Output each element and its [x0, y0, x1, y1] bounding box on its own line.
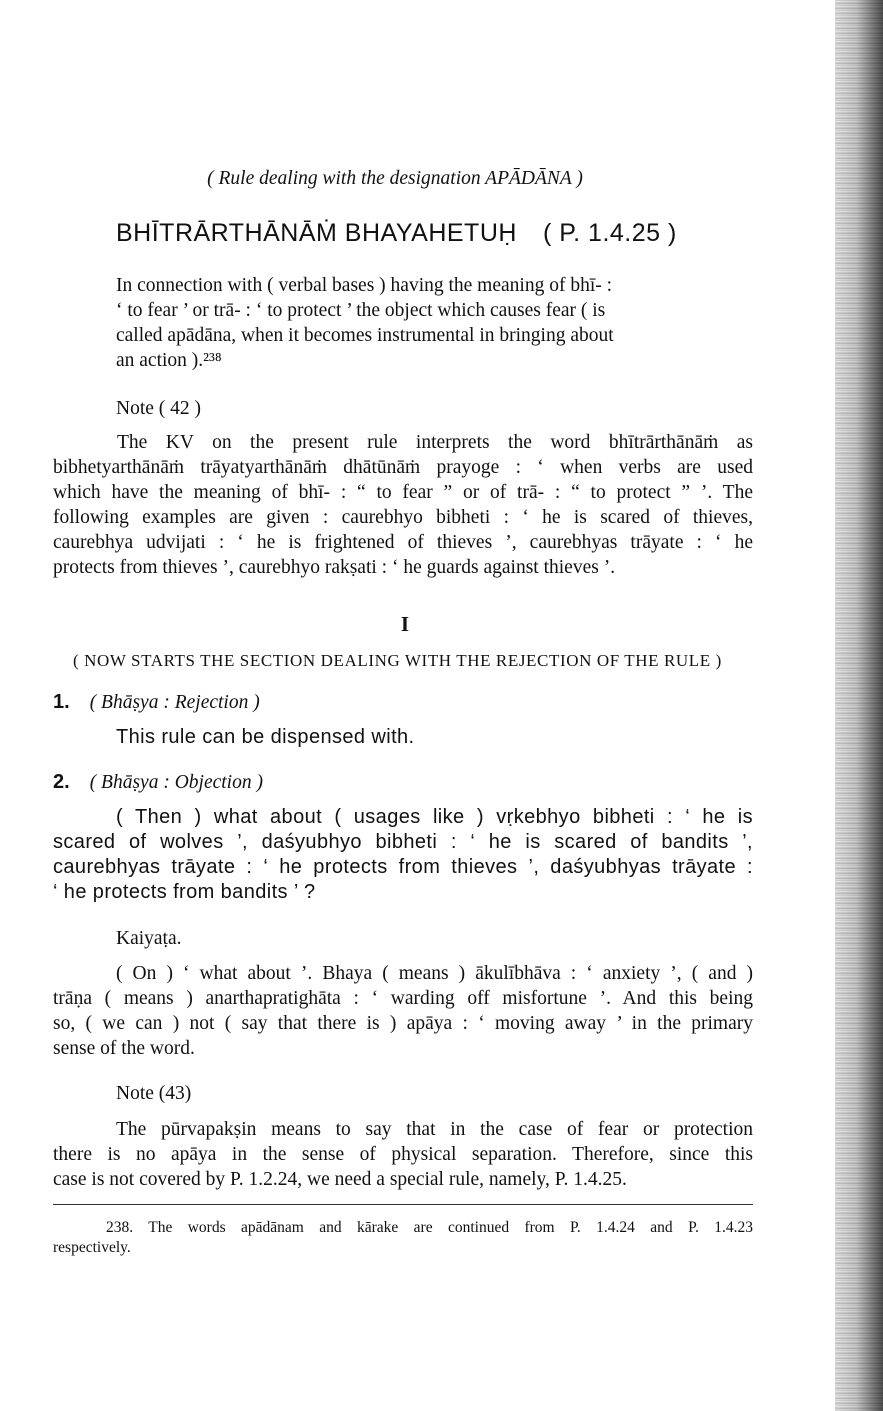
item-1-label: ( Bhāṣya : Rejection )	[89, 692, 260, 713]
kaiyata-line: trāṇa ( means ) anarthapratighāta : ‘ warding off misfortune ’. And this being	[53, 988, 753, 1009]
item-2-line: scared of wolves ’, daśyubhyo bibheti : ‘ he is scared of bandits ’,	[53, 831, 753, 853]
item-2-line: caurebhyas trāyate : ‘ he protects from thieves ’, daśyubhyas trāyate :	[53, 856, 753, 878]
footnote-line: 238. The words apādānam and kārake are continued from P. 1.4.24 and P. 1.4.23	[106, 1219, 753, 1236]
note-42-line: bibhetyarthānāṁ trāyatyarthānāṁ dhātūnāṁ prayoge : ‘ when verbs are used	[53, 457, 753, 478]
kaiyata-label: Kaiyaṭa.	[116, 928, 182, 949]
item-1-text: This rule can be dispensed with.	[116, 726, 415, 748]
item-2-label: ( Bhāṣya : Objection )	[89, 772, 263, 793]
translation-line: an action ).²³⁸	[116, 350, 222, 371]
note-42-line: protects from thieves ’, caurebhyo rakṣati : ‘ he guards against thieves ’.	[53, 557, 616, 578]
rule-designation-note: ( Rule dealing with the designation APĀDĀNA )	[207, 168, 583, 189]
kaiyata-line: sense of the word.	[53, 1038, 195, 1059]
translation-line: called apādāna, when it becomes instrumental in bringing about	[116, 325, 614, 346]
footnote-divider	[53, 1204, 753, 1205]
note-43-label: Note (43)	[116, 1083, 192, 1104]
item-2-line: ( Then ) what about ( usages like ) vṛkebhyo bibheti : ‘ he is	[116, 806, 753, 828]
translation-line: ‘ to fear ’ or trā- : ‘ to protect ’ the object which causes fear ( is	[116, 300, 606, 321]
note-42-label: Note ( 42 )	[116, 398, 202, 419]
rule-name: BHĪTRĀRTHĀNĀṀ BHAYAHETUḤ	[116, 219, 517, 247]
kaiyata-line: ( On ) ‘ what about ’. Bhaya ( means ) ākulībhāva : ‘ anxiety ’, ( and )	[116, 963, 753, 984]
item-2-line: ‘ he protects from bandits ’ ?	[53, 881, 316, 903]
item-2-number: 2.	[53, 771, 70, 793]
note-42-line: The KV on the present rule interprets the word bhītrārthānāṁ as	[117, 432, 753, 453]
footnote-line: respectively.	[53, 1239, 131, 1256]
translation-line: In connection with ( verbal bases ) having the meaning of bhī- :	[116, 275, 613, 296]
section-numeral: I	[400, 612, 410, 636]
item-1-number: 1.	[53, 691, 70, 713]
note-42-line: caurebhya udvijati : ‘ he is frightened of thieves ’, caurebhyas trāyate : ‘ he	[53, 532, 753, 553]
item-1-header	[53, 690, 260, 715]
item-2-header	[53, 770, 263, 795]
section-heading: ( NOW STARTS THE SECTION DEALING WITH THE REJECTION OF THE RULE )	[73, 651, 722, 670]
note-42-line: following examples are given : caurebhyo bibheti : ‘ he is scared of thieves,	[53, 507, 753, 528]
note-42-line: which have the meaning of bhī- : “ to fear ” or of trā- : “ to protect ” ’. The	[53, 482, 753, 503]
rule-title	[116, 219, 677, 248]
note-43-line: there is no apāya in the sense of physical separation. Therefore, since this	[53, 1144, 753, 1165]
rule-reference: ( P. 1.4.25 )	[542, 219, 677, 247]
note-43-line: The pūrvapakṣin means to say that in the case of fear or protection	[116, 1119, 753, 1140]
kaiyata-line: so, ( we can ) not ( say that there is ) apāya : ‘ moving away ’ in the primary	[53, 1013, 753, 1034]
page-edge-shadow	[835, 0, 883, 1411]
note-43-line: case is not covered by P. 1.2.24, we need a special rule, namely, P. 1.4.25.	[53, 1169, 627, 1190]
